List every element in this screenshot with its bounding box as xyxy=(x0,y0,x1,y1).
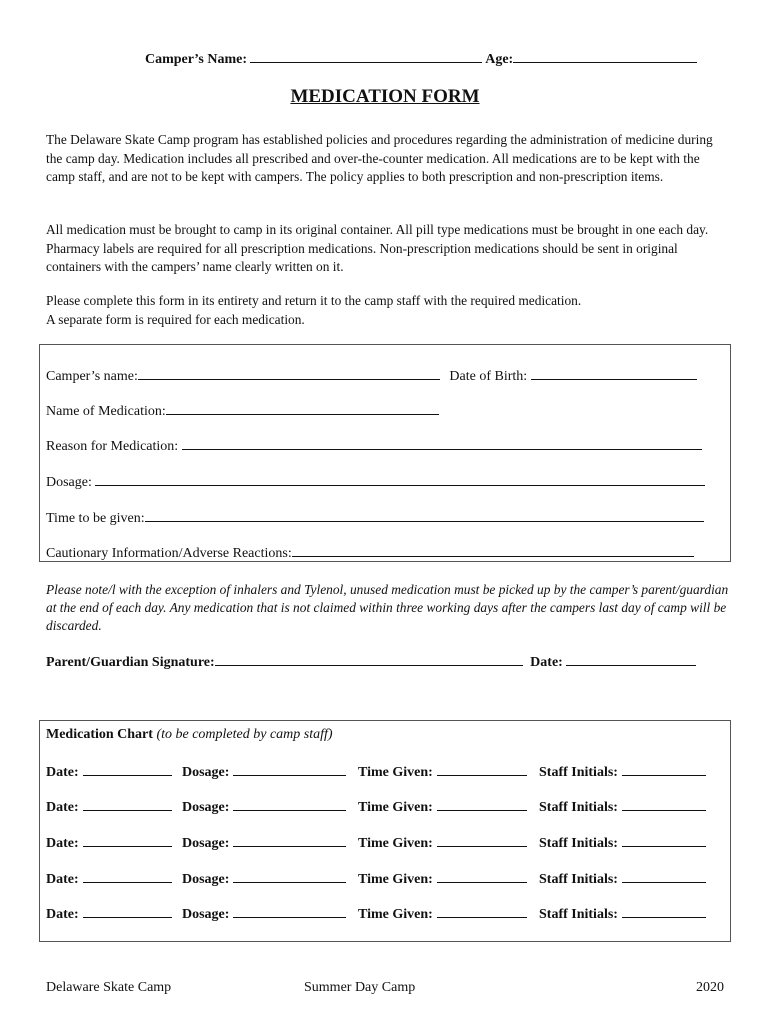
chart-staff-initials-cell xyxy=(539,904,706,923)
dosage-field[interactable] xyxy=(95,472,705,486)
chart-dosage-field[interactable] xyxy=(233,869,346,883)
chart-time-given-field[interactable] xyxy=(437,869,527,883)
chart-dosage-label: Dosage: xyxy=(182,836,230,851)
pickup-note: Please note/l with the exception of inhalers and Tylenol, unused medication must be picked up by the camper’s parent/guardian at the end of each day. Any medication that is not claimed within three working days after the campers last day of camp will be discarded. xyxy=(46,582,729,633)
chart-date-label: Date: xyxy=(46,800,79,815)
page-title: MEDICATION FORM xyxy=(290,86,480,107)
chart-time-given-cell xyxy=(358,869,527,888)
chart-time-given-cell xyxy=(358,904,527,923)
camper-name-field[interactable] xyxy=(138,366,440,380)
chart-staff-initials-cell xyxy=(539,833,706,852)
reason-field[interactable] xyxy=(182,436,702,450)
chart-date-label: Date: xyxy=(46,907,79,922)
chart-staff-initials-label: Staff Initials: xyxy=(539,800,618,815)
medication-name-label: Name of Medication: xyxy=(46,404,166,419)
instructions-paragraph xyxy=(46,292,726,329)
chart-dosage-label: Dosage: xyxy=(182,800,230,815)
time-label: Time to be given: xyxy=(46,511,145,526)
age-label: Age: xyxy=(485,52,514,67)
age-field[interactable] xyxy=(513,49,697,63)
dob-field[interactable] xyxy=(531,366,697,380)
chart-staff-initials-field[interactable] xyxy=(622,904,706,918)
header-line xyxy=(145,49,697,68)
chart-date-field[interactable] xyxy=(83,904,172,918)
chart-time-given-field[interactable] xyxy=(437,797,527,811)
footer-left: Delaware Skate Camp xyxy=(46,980,172,995)
chart-date-cell xyxy=(46,833,172,852)
chart-dosage-cell xyxy=(182,869,346,888)
chart-date-cell xyxy=(46,797,172,816)
chart-dosage-cell xyxy=(182,833,346,852)
chart-staff-initials-cell xyxy=(539,869,706,888)
chart-time-given-field[interactable] xyxy=(437,904,527,918)
signature-date-field[interactable] xyxy=(566,652,696,666)
signature-row xyxy=(46,652,696,671)
chart-time-given-field[interactable] xyxy=(437,762,527,776)
chart-time-given-label: Time Given: xyxy=(358,800,433,815)
chart-staff-initials-field[interactable] xyxy=(622,762,706,776)
campers-name-field[interactable] xyxy=(250,49,482,63)
footer-center: Summer Day Camp xyxy=(304,980,416,995)
chart-date-field[interactable] xyxy=(83,762,172,776)
container-paragraph: All medication must be brought to camp in its original container. All pill type medications must be brought in one each day. Pharmacy labels are required for all prescription medications. Non-prescription medications should be sent in original containers with the campers’ name clearly written on it. xyxy=(46,222,709,274)
dosage-label: Dosage: xyxy=(46,475,92,490)
chart-staff-initials-field[interactable] xyxy=(622,797,706,811)
chart-time-given-field[interactable] xyxy=(437,833,527,847)
chart-date-label: Date: xyxy=(46,836,79,851)
camper-name-row xyxy=(46,366,697,384)
dosage-row xyxy=(46,472,705,490)
chart-date-cell xyxy=(46,869,172,888)
chart-dosage-field[interactable] xyxy=(233,797,346,811)
chart-date-field[interactable] xyxy=(83,869,172,883)
chart-date-field[interactable] xyxy=(83,797,172,811)
reason-row xyxy=(46,436,702,454)
instructions-line-1: Please complete this form in its entirety and return it to the camp staff with the required medication. xyxy=(46,293,582,308)
chart-dosage-field[interactable] xyxy=(233,833,346,847)
chart-subtitle: (to be completed by camp staff) xyxy=(156,727,333,742)
chart-time-given-cell xyxy=(358,762,527,781)
chart-time-given-label: Time Given: xyxy=(358,907,433,922)
chart-staff-initials-label: Staff Initials: xyxy=(539,872,618,887)
chart-date-cell xyxy=(46,904,172,923)
chart-time-given-label: Time Given: xyxy=(358,765,433,780)
chart-time-given-cell xyxy=(358,833,527,852)
chart-title-text: Medication Chart xyxy=(46,727,153,742)
cautionary-row xyxy=(46,543,694,561)
chart-staff-initials-field[interactable] xyxy=(622,869,706,883)
chart-dosage-label: Dosage: xyxy=(182,765,230,780)
chart-dosage-label: Dosage: xyxy=(182,907,230,922)
chart-time-given-label: Time Given: xyxy=(358,872,433,887)
medication-name-row xyxy=(46,401,439,419)
time-field[interactable] xyxy=(145,508,704,522)
chart-dosage-cell xyxy=(182,762,346,781)
medication-name-field[interactable] xyxy=(166,401,439,415)
chart-staff-initials-field[interactable] xyxy=(622,833,706,847)
reason-label: Reason for Medication: xyxy=(46,439,179,454)
footer-right: 2020 xyxy=(696,980,724,995)
camper-name-label: Camper’s name: xyxy=(46,369,138,384)
cautionary-field[interactable] xyxy=(292,543,694,557)
chart-title xyxy=(46,727,333,743)
chart-date-label: Date: xyxy=(46,765,79,780)
chart-dosage-field[interactable] xyxy=(233,904,346,918)
chart-dosage-cell xyxy=(182,797,346,816)
chart-staff-initials-cell xyxy=(539,762,706,781)
signature-label: Parent/Guardian Signature: xyxy=(46,655,215,670)
chart-dosage-label: Dosage: xyxy=(182,872,230,887)
signature-date-label: Date: xyxy=(530,655,563,670)
chart-dosage-field[interactable] xyxy=(233,762,346,776)
campers-name-label: Camper’s Name: xyxy=(145,52,247,67)
chart-date-label: Date: xyxy=(46,872,79,887)
cautionary-label: Cautionary Information/Adverse Reactions: xyxy=(46,546,292,561)
chart-staff-initials-label: Staff Initials: xyxy=(539,836,618,851)
time-row xyxy=(46,508,704,526)
chart-time-given-cell xyxy=(358,797,527,816)
instructions-line-2: A separate form is required for each medication. xyxy=(46,311,305,327)
signature-field[interactable] xyxy=(215,652,523,666)
chart-staff-initials-cell xyxy=(539,797,706,816)
chart-dosage-cell xyxy=(182,904,346,923)
policy-paragraph: The Delaware Skate Camp program has established policies and procedures regarding the administration of medicine during the camp day. Medication includes all prescribed and over-the-counter medication. All medications are to be kept with the camp staff, and are not to be kept with campers. The policy applies to both prescription and non-prescription items. xyxy=(46,132,713,184)
dob-label: Date of Birth: xyxy=(449,369,528,384)
chart-date-field[interactable] xyxy=(83,833,172,847)
chart-staff-initials-label: Staff Initials: xyxy=(539,907,618,922)
chart-staff-initials-label: Staff Initials: xyxy=(539,765,618,780)
chart-date-cell xyxy=(46,762,172,781)
chart-time-given-label: Time Given: xyxy=(358,836,433,851)
